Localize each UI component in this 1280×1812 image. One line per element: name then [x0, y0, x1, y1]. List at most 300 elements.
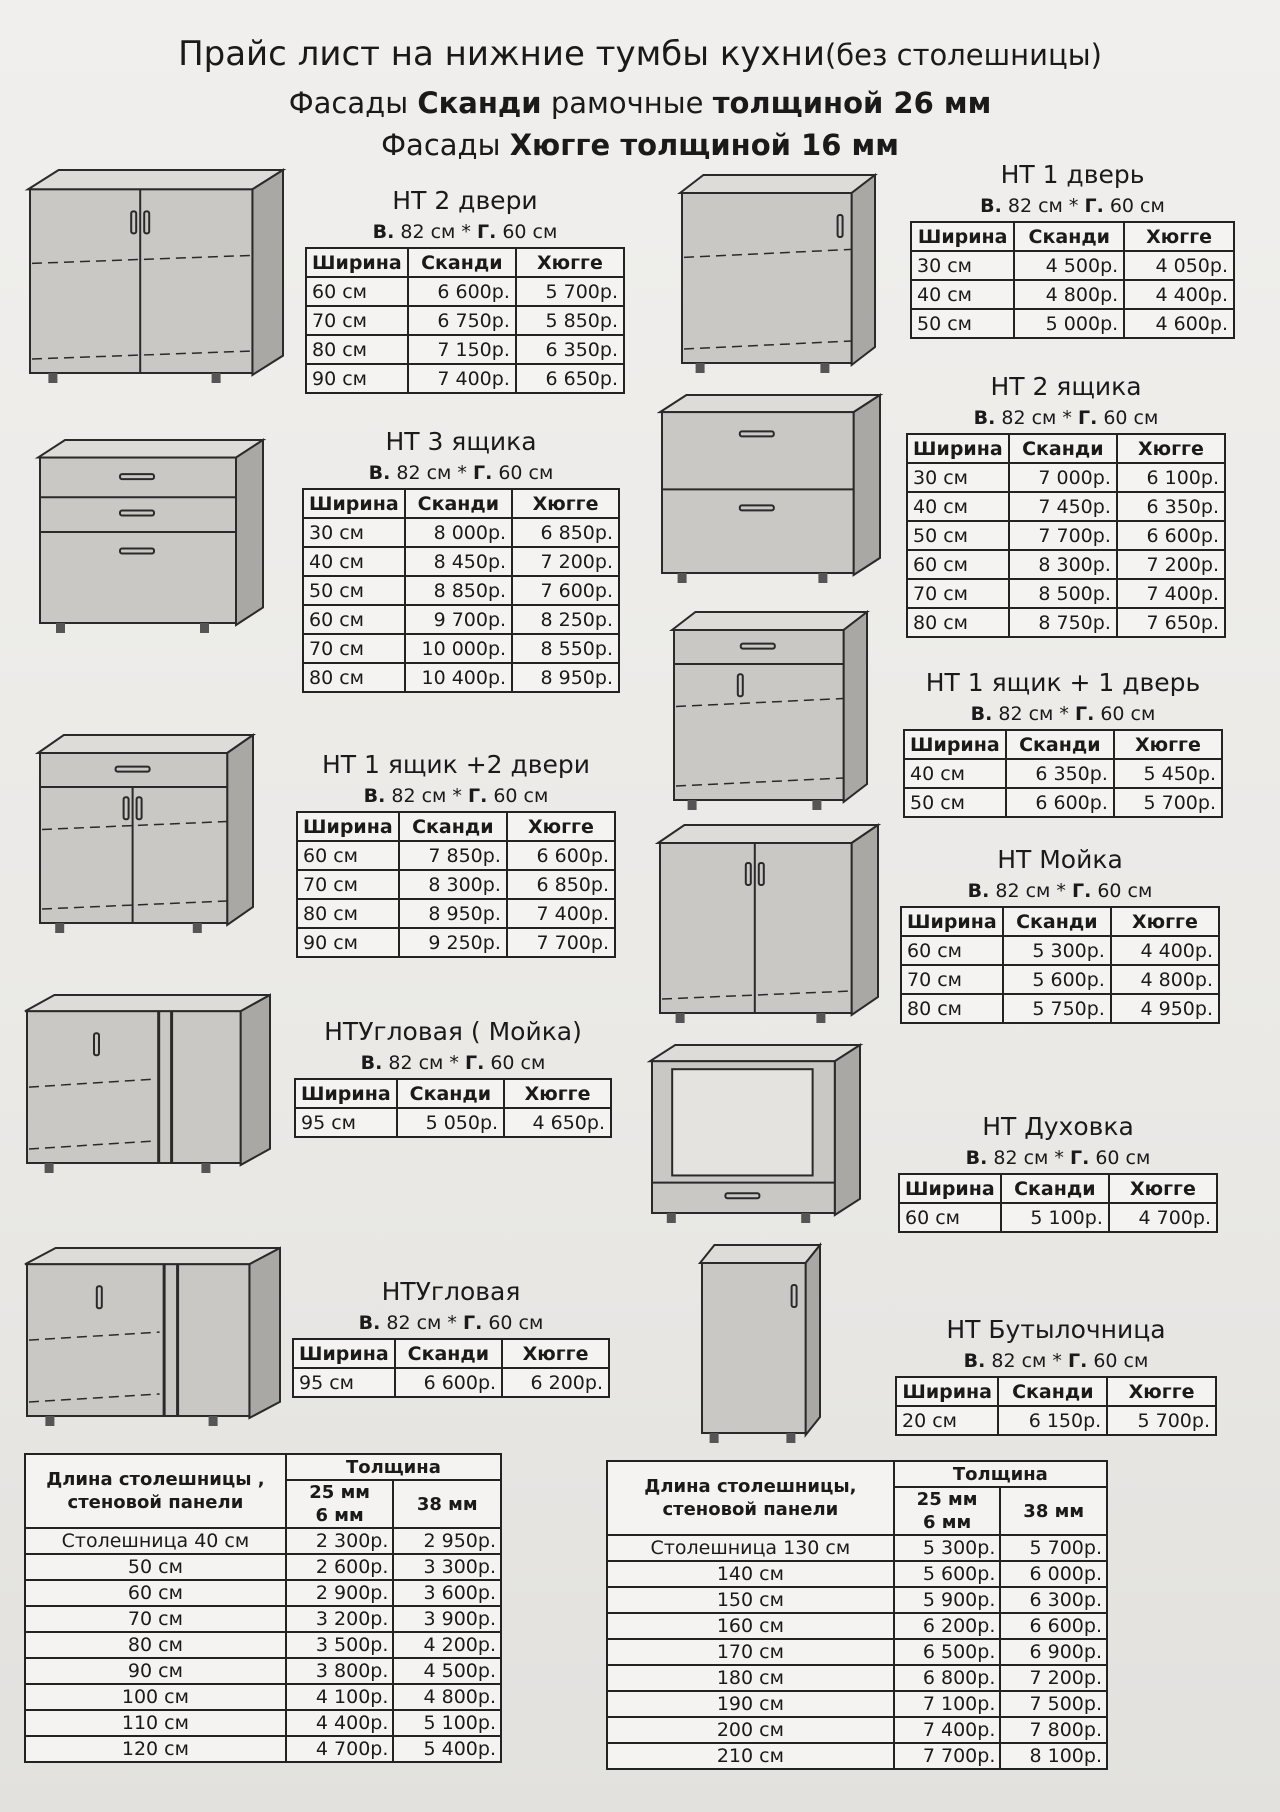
skandi-price-cell: 8 300р.	[1009, 550, 1117, 579]
block-nt-sink	[900, 845, 1220, 1024]
length-cell: Столешница 40 см	[25, 1528, 286, 1554]
hugge-price-cell: 7 700р.	[507, 928, 615, 957]
skandi-price-cell: 10 400р.	[405, 663, 512, 692]
countertop-table-right	[606, 1460, 1108, 1770]
width-cell: 40 см	[904, 759, 1006, 788]
col-skandi-header: Сканди	[397, 1079, 504, 1108]
cabinet-2-doors-image	[28, 170, 283, 385]
skandi-price-cell: 7 150р.	[408, 335, 516, 364]
col-hugge-header: Хюгге	[1117, 434, 1225, 463]
hugge-price-cell: 5 450р.	[1114, 759, 1222, 788]
width-cell: 50 см	[907, 521, 1009, 550]
width-cell: 80 см	[907, 608, 1009, 637]
page-title: Прайс лист на нижние тумбы кухни(без столешницы)	[178, 34, 1102, 74]
price-25mm-cell: 6 500р.	[894, 1639, 1001, 1665]
table-row	[25, 1658, 501, 1684]
length-cell: 120 см	[25, 1736, 286, 1762]
block-title: НТ Бутылочница	[946, 1315, 1166, 1344]
price-38mm-cell: 6 600р.	[1000, 1613, 1107, 1639]
block-dimensions: В. 82 см * Г. 60 см	[965, 1147, 1151, 1169]
hugge-price-cell: 4 600р.	[1124, 309, 1234, 338]
table-row	[607, 1691, 1107, 1717]
price-25mm-cell: 5 900р.	[894, 1587, 1001, 1613]
width-cell: 70 см	[901, 965, 1003, 994]
col-skandi-header: Сканди	[1014, 222, 1124, 251]
col-width-header: Ширина	[904, 730, 1006, 759]
skandi-price-cell: 9 250р.	[399, 928, 507, 957]
cabinet-2-drawers-image	[660, 395, 880, 585]
table-row	[303, 663, 619, 692]
table-row	[607, 1665, 1107, 1691]
col-hugge-header: Хюгге	[516, 248, 624, 277]
price-table	[296, 811, 616, 958]
thickness-25-header: 25 мм 6 мм	[894, 1487, 1001, 1535]
skandi-price-cell: 7 450р.	[1009, 492, 1117, 521]
hugge-price-cell: 6 850р.	[512, 518, 619, 547]
col-skandi-header: Сканди	[998, 1377, 1107, 1406]
table-row	[25, 1528, 501, 1554]
block-dimensions: В. 82 см * Г. 60 см	[360, 1052, 546, 1074]
skandi-price-cell: 5 750р.	[1003, 994, 1111, 1023]
width-cell: 60 см	[303, 605, 405, 634]
skandi-price-cell: 10 000р.	[405, 634, 512, 663]
price-38mm-cell: 5 400р.	[393, 1736, 501, 1762]
hugge-price-cell: 5 700р.	[516, 277, 624, 306]
width-cell: 30 см	[303, 518, 405, 547]
table-row	[25, 1580, 501, 1606]
skandi-price-cell: 5 000р.	[1014, 309, 1124, 338]
price-25mm-cell: 7 100р.	[894, 1691, 1001, 1717]
price-38mm-cell: 3 300р.	[393, 1554, 501, 1580]
price-25mm-cell: 7 700р.	[894, 1743, 1001, 1769]
price-38mm-cell: 5 700р.	[1000, 1535, 1107, 1561]
width-cell: 80 см	[297, 899, 399, 928]
countertop-length-header: Длина столешницы, стеновой панели	[607, 1461, 894, 1535]
thickness-38-header: 38 мм	[1000, 1487, 1107, 1535]
thickness-header: Толщина	[286, 1454, 501, 1480]
col-width-header: Ширина	[896, 1377, 998, 1406]
col-skandi-header: Сканди	[1001, 1174, 1109, 1203]
width-cell: 40 см	[907, 492, 1009, 521]
table-row	[911, 280, 1234, 309]
hugge-price-cell: 6 350р.	[1117, 492, 1225, 521]
table-row	[907, 550, 1225, 579]
block-title: НТУгловая	[381, 1277, 521, 1306]
block-title: НТ 2 двери	[392, 186, 538, 215]
table-row	[907, 608, 1225, 637]
skandi-price-cell: 8 500р.	[1009, 579, 1117, 608]
table-row	[904, 788, 1222, 817]
table-row	[306, 364, 624, 393]
skandi-price-cell: 6 600р.	[408, 277, 516, 306]
table-row	[297, 928, 615, 957]
price-25mm-cell: 2 900р.	[286, 1580, 394, 1606]
price-38mm-cell: 8 100р.	[1000, 1743, 1107, 1769]
price-table	[898, 1173, 1218, 1233]
price-25mm-cell: 2 600р.	[286, 1554, 394, 1580]
hugge-price-cell: 7 600р.	[512, 576, 619, 605]
price-table	[906, 433, 1226, 638]
length-cell: Столешница 130 см	[607, 1535, 894, 1561]
skandi-price-cell: 6 750р.	[408, 306, 516, 335]
width-cell: 95 см	[293, 1368, 395, 1397]
length-cell: 90 см	[25, 1658, 286, 1684]
col-hugge-header: Хюгге	[1107, 1377, 1216, 1406]
skandi-price-cell: 7 850р.	[399, 841, 507, 870]
block-dimensions: В. 82 см * Г. 60 см	[368, 462, 554, 484]
skandi-price-cell: 7 000р.	[1009, 463, 1117, 492]
price-table	[900, 906, 1220, 1024]
price-38mm-cell: 7 800р.	[1000, 1717, 1107, 1743]
price-38mm-cell: 4 500р.	[393, 1658, 501, 1684]
hugge-price-cell: 6 350р.	[516, 335, 624, 364]
price-38mm-cell: 4 200р.	[393, 1632, 501, 1658]
price-25mm-cell: 4 400р.	[286, 1710, 394, 1736]
length-cell: 210 см	[607, 1743, 894, 1769]
table-row	[904, 759, 1222, 788]
skandi-price-cell: 7 700р.	[1009, 521, 1117, 550]
hugge-price-cell: 8 250р.	[512, 605, 619, 634]
table-row	[907, 521, 1225, 550]
col-skandi-header: Сканди	[408, 248, 516, 277]
price-25mm-cell: 5 300р.	[894, 1535, 1001, 1561]
block-nt-2-drawers	[906, 372, 1226, 638]
hugge-price-cell: 8 550р.	[512, 634, 619, 663]
col-skandi-header: Сканди	[1009, 434, 1117, 463]
block-nt-2-doors	[305, 186, 625, 394]
table-row	[901, 936, 1219, 965]
table-row	[607, 1587, 1107, 1613]
col-width-header: Ширина	[911, 222, 1014, 251]
table-row	[303, 634, 619, 663]
price-25mm-cell: 5 600р.	[894, 1561, 1001, 1587]
table-row	[607, 1639, 1107, 1665]
hugge-price-cell: 4 400р.	[1124, 280, 1234, 309]
block-dimensions: В. 82 см * Г. 60 см	[363, 785, 549, 807]
table-row	[907, 492, 1225, 521]
width-cell: 80 см	[901, 994, 1003, 1023]
length-cell: 170 см	[607, 1639, 894, 1665]
width-cell: 90 см	[297, 928, 399, 957]
price-25mm-cell: 7 400р.	[894, 1717, 1001, 1743]
hugge-price-cell: 7 400р.	[507, 899, 615, 928]
block-dimensions: В. 82 см * Г. 60 см	[967, 880, 1153, 902]
hugge-price-cell: 6 850р.	[507, 870, 615, 899]
price-25mm-cell: 2 300р.	[286, 1528, 394, 1554]
table-row	[295, 1108, 611, 1137]
width-cell: 30 см	[907, 463, 1009, 492]
width-cell: 50 см	[911, 309, 1014, 338]
price-25mm-cell: 4 100р.	[286, 1684, 394, 1710]
table-row	[297, 841, 615, 870]
block-nt-drawer-door	[903, 668, 1223, 818]
block-dimensions: В. 82 см * Г. 60 см	[372, 221, 558, 243]
table-row	[297, 899, 615, 928]
width-cell: 80 см	[306, 335, 408, 364]
price-38mm-cell: 6 300р.	[1000, 1587, 1107, 1613]
countertop-length-header: Длина столешницы , стеновой панели	[25, 1454, 286, 1528]
cabinet-oven-image	[650, 1045, 860, 1225]
price-25mm-cell: 3 500р.	[286, 1632, 394, 1658]
hugge-price-cell: 7 650р.	[1117, 608, 1225, 637]
price-38mm-cell: 6 000р.	[1000, 1561, 1107, 1587]
hugge-price-cell: 4 650р.	[504, 1108, 611, 1137]
table-row	[25, 1606, 501, 1632]
col-width-header: Ширина	[901, 907, 1003, 936]
hugge-price-cell: 6 650р.	[516, 364, 624, 393]
width-cell: 80 см	[303, 663, 405, 692]
table-row	[306, 277, 624, 306]
table-row	[899, 1203, 1217, 1232]
hugge-price-cell: 4 050р.	[1124, 251, 1234, 280]
table-row	[293, 1368, 609, 1397]
block-title: НТ 1 ящик + 1 дверь	[925, 668, 1201, 697]
price-table	[305, 247, 625, 394]
price-38mm-cell: 4 800р.	[393, 1684, 501, 1710]
block-title: НТ Духовка	[982, 1112, 1134, 1141]
skandi-price-cell: 4 800р.	[1014, 280, 1124, 309]
table-row	[297, 870, 615, 899]
skandi-price-cell: 5 600р.	[1003, 965, 1111, 994]
skandi-price-cell: 8 850р.	[405, 576, 512, 605]
cabinet-1-door-image	[680, 175, 875, 375]
col-skandi-header: Сканди	[405, 489, 512, 518]
col-skandi-header: Сканди	[1003, 907, 1111, 936]
table-row	[25, 1684, 501, 1710]
table-row	[607, 1613, 1107, 1639]
block-nt-corner-sink	[294, 1017, 612, 1138]
price-25mm-cell: 6 800р.	[894, 1665, 1001, 1691]
length-cell: 150 см	[607, 1587, 894, 1613]
width-cell: 70 см	[303, 634, 405, 663]
block-title: НТ Мойка	[997, 845, 1123, 874]
hugge-price-cell: 8 950р.	[512, 663, 619, 692]
width-cell: 70 см	[907, 579, 1009, 608]
price-38mm-cell: 7 200р.	[1000, 1665, 1107, 1691]
cabinet-drawer-door-image	[672, 612, 867, 812]
width-cell: 20 см	[896, 1406, 998, 1435]
thickness-38-header: 38 мм	[393, 1480, 501, 1528]
col-hugge-header: Хюгге	[1109, 1174, 1217, 1203]
col-width-header: Ширина	[306, 248, 408, 277]
width-cell: 60 см	[901, 936, 1003, 965]
table-row	[911, 309, 1234, 338]
length-cell: 190 см	[607, 1691, 894, 1717]
cabinet-drawer-2-doors-image	[38, 735, 253, 935]
cabinet-corner-sink-image	[25, 995, 270, 1175]
width-cell: 50 см	[904, 788, 1006, 817]
length-cell: 140 см	[607, 1561, 894, 1587]
skandi-price-cell: 8 000р.	[405, 518, 512, 547]
block-dimensions: В. 82 см * Г. 60 см	[963, 1350, 1149, 1372]
table-row	[607, 1743, 1107, 1769]
table-row	[907, 579, 1225, 608]
table-row	[306, 335, 624, 364]
skandi-price-cell: 6 600р.	[1006, 788, 1114, 817]
width-cell: 30 см	[911, 251, 1014, 280]
width-cell: 70 см	[297, 870, 399, 899]
cabinet-sink-image	[658, 825, 878, 1025]
hugge-price-cell: 7 200р.	[512, 547, 619, 576]
skandi-price-cell: 5 300р.	[1003, 936, 1111, 965]
block-dimensions: В. 82 см * Г. 60 см	[980, 195, 1165, 217]
width-cell: 60 см	[306, 277, 408, 306]
table-row	[901, 994, 1219, 1023]
block-nt-corner	[292, 1277, 610, 1398]
hugge-price-cell: 7 400р.	[1117, 579, 1225, 608]
hugge-price-cell: 5 700р.	[1114, 788, 1222, 817]
skandi-price-cell: 6 600р.	[395, 1368, 502, 1397]
skandi-price-cell: 8 750р.	[1009, 608, 1117, 637]
price-table	[302, 488, 620, 693]
col-width-header: Ширина	[303, 489, 405, 518]
table-row	[607, 1535, 1107, 1561]
length-cell: 80 см	[25, 1632, 286, 1658]
block-nt-bottle	[895, 1315, 1217, 1436]
hugge-price-cell: 4 700р.	[1109, 1203, 1217, 1232]
price-table	[903, 729, 1223, 818]
skandi-price-cell: 6 350р.	[1006, 759, 1114, 788]
table-row	[303, 547, 619, 576]
table-row	[907, 463, 1225, 492]
col-hugge-header: Хюгге	[502, 1339, 609, 1368]
block-dimensions: В. 82 см * Г. 60 см	[358, 1312, 544, 1334]
table-row	[303, 605, 619, 634]
block-nt-3-drawers	[302, 427, 620, 693]
block-nt-1-door	[910, 160, 1235, 339]
block-title: НТ 1 ящик +2 двери	[321, 750, 591, 779]
price-38mm-cell: 6 900р.	[1000, 1639, 1107, 1665]
price-38mm-cell: 5 100р.	[393, 1710, 501, 1736]
hugge-price-cell: 6 600р.	[1117, 521, 1225, 550]
hugge-price-cell: 7 200р.	[1117, 550, 1225, 579]
price-table	[910, 221, 1235, 339]
length-cell: 160 см	[607, 1613, 894, 1639]
block-title: НТ 2 ящика	[990, 372, 1142, 401]
col-hugge-header: Хюгге	[512, 489, 619, 518]
hugge-price-cell: 4 800р.	[1111, 965, 1219, 994]
col-skandi-header: Сканди	[399, 812, 507, 841]
price-38mm-cell: 3 600р.	[393, 1580, 501, 1606]
col-width-header: Ширина	[293, 1339, 395, 1368]
col-width-header: Ширина	[295, 1079, 397, 1108]
width-cell: 90 см	[306, 364, 408, 393]
skandi-price-cell: 5 050р.	[397, 1108, 504, 1137]
subtitle-hugge: Фасады Хюгге толщиной 16 мм	[381, 128, 899, 162]
width-cell: 95 см	[295, 1108, 397, 1137]
block-title: НТ 1 дверь	[1000, 160, 1145, 189]
width-cell: 60 см	[907, 550, 1009, 579]
subtitle-skandi: Фасады Сканди рамочные толщиной 26 мм	[288, 86, 992, 120]
table-row	[303, 576, 619, 605]
table-row	[607, 1717, 1107, 1743]
skandi-price-cell: 7 400р.	[408, 364, 516, 393]
col-width-header: Ширина	[907, 434, 1009, 463]
width-cell: 70 см	[306, 306, 408, 335]
hugge-price-cell: 5 850р.	[516, 306, 624, 335]
thickness-header: Толщина	[894, 1461, 1107, 1487]
col-hugge-header: Хюгге	[1124, 222, 1234, 251]
width-cell: 60 см	[297, 841, 399, 870]
hugge-price-cell: 6 100р.	[1117, 463, 1225, 492]
length-cell: 70 см	[25, 1606, 286, 1632]
skandi-price-cell: 8 300р.	[399, 870, 507, 899]
col-skandi-header: Сканди	[1006, 730, 1114, 759]
price-38mm-cell: 7 500р.	[1000, 1691, 1107, 1717]
skandi-price-cell: 6 150р.	[998, 1406, 1107, 1435]
col-hugge-header: Хюгге	[1114, 730, 1222, 759]
hugge-price-cell: 5 700р.	[1107, 1406, 1216, 1435]
table-row	[911, 251, 1234, 280]
block-dimensions: В. 82 см * Г. 60 см	[970, 703, 1156, 725]
width-cell: 40 см	[303, 547, 405, 576]
hugge-price-cell: 6 600р.	[507, 841, 615, 870]
length-cell: 60 см	[25, 1580, 286, 1606]
table-row	[303, 518, 619, 547]
hugge-price-cell: 4 400р.	[1111, 936, 1219, 965]
table-row	[25, 1710, 501, 1736]
col-hugge-header: Хюгге	[504, 1079, 611, 1108]
col-width-header: Ширина	[297, 812, 399, 841]
hugge-price-cell: 4 950р.	[1111, 994, 1219, 1023]
width-cell: 40 см	[911, 280, 1014, 309]
skandi-price-cell: 8 450р.	[405, 547, 512, 576]
cabinet-corner-image	[25, 1248, 280, 1428]
price-25mm-cell: 3 800р.	[286, 1658, 394, 1684]
countertop-table-left	[24, 1453, 502, 1763]
price-25mm-cell: 3 200р.	[286, 1606, 394, 1632]
table-row	[25, 1554, 501, 1580]
cabinet-bottle-image	[700, 1245, 820, 1445]
block-title: НТ 3 ящика	[385, 427, 537, 456]
col-width-header: Ширина	[899, 1174, 1001, 1203]
table-row	[306, 306, 624, 335]
table-row	[25, 1632, 501, 1658]
block-nt-drawer-2-doors	[296, 750, 616, 958]
col-hugge-header: Хюгге	[1111, 907, 1219, 936]
table-row	[901, 965, 1219, 994]
price-table	[292, 1338, 610, 1398]
block-nt-oven	[898, 1112, 1218, 1233]
block-dimensions: В. 82 см * Г. 60 см	[973, 407, 1159, 429]
cabinet-3-drawers-image	[38, 440, 263, 635]
skandi-price-cell: 5 100р.	[1001, 1203, 1109, 1232]
length-cell: 200 см	[607, 1717, 894, 1743]
length-cell: 180 см	[607, 1665, 894, 1691]
price-25mm-cell: 6 200р.	[894, 1613, 1001, 1639]
length-cell: 50 см	[25, 1554, 286, 1580]
price-38mm-cell: 3 900р.	[393, 1606, 501, 1632]
block-title: НТУгловая ( Мойка)	[324, 1017, 582, 1046]
hugge-price-cell: 6 200р.	[502, 1368, 609, 1397]
price-table	[294, 1078, 612, 1138]
col-hugge-header: Хюгге	[507, 812, 615, 841]
skandi-price-cell: 8 950р.	[399, 899, 507, 928]
price-38mm-cell: 2 950р.	[393, 1528, 501, 1554]
thickness-25-header: 25 мм 6 мм	[286, 1480, 394, 1528]
width-cell: 50 см	[303, 576, 405, 605]
skandi-price-cell: 4 500р.	[1014, 251, 1124, 280]
price-25mm-cell: 4 700р.	[286, 1736, 394, 1762]
table-row	[25, 1736, 501, 1762]
skandi-price-cell: 9 700р.	[405, 605, 512, 634]
length-cell: 100 см	[25, 1684, 286, 1710]
table-row	[896, 1406, 1216, 1435]
length-cell: 110 см	[25, 1710, 286, 1736]
table-row	[607, 1561, 1107, 1587]
width-cell: 60 см	[899, 1203, 1001, 1232]
col-skandi-header: Сканди	[395, 1339, 502, 1368]
